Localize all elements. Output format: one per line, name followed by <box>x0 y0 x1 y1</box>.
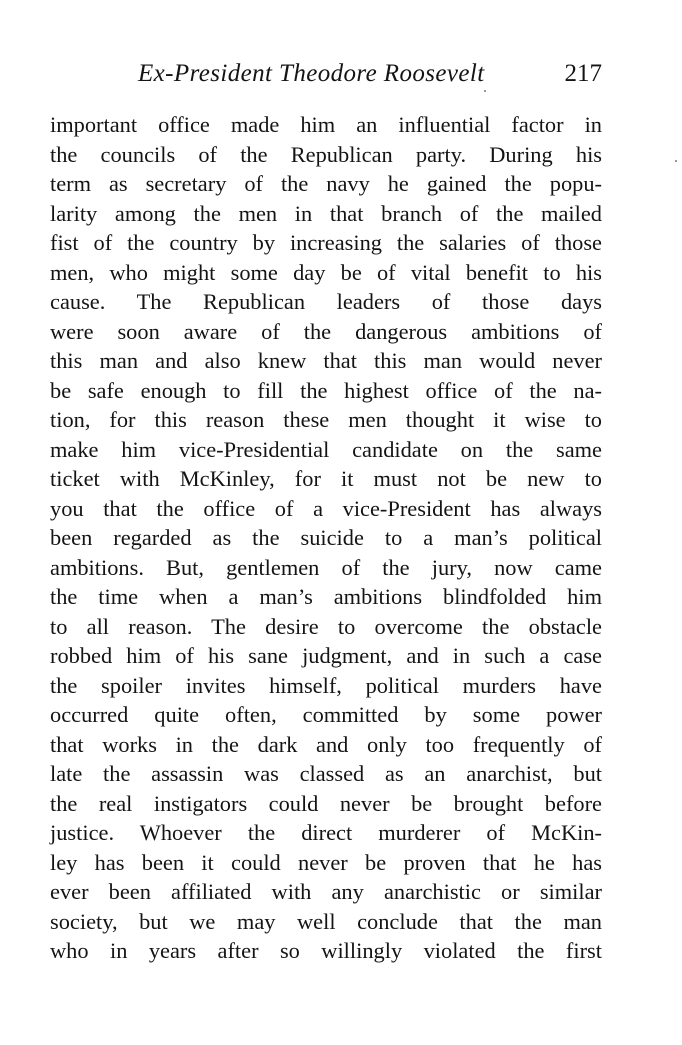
page-number: 217 <box>564 60 602 87</box>
text-line: justice. Whoever the direct murderer of McKin- <box>50 820 602 845</box>
text-line: ever been affiliated with any anarchistic or similar <box>50 879 602 904</box>
text-line: ambitions. But, gentlemen of the jury, now came <box>50 554 602 580</box>
text-line: the time when a man’s ambitions blindfolded him <box>50 584 602 609</box>
print-speck <box>675 160 677 162</box>
text-line: tion, for this reason these men thought it wise to <box>50 407 602 432</box>
text-line: you that the office of a vice-President has always <box>50 495 602 521</box>
text-line: the spoiler invites himself, political murders have <box>50 672 602 698</box>
text-line: term as secretary of the navy he gained the popu- <box>50 171 602 196</box>
text-line: society, but we may well conclude that the man <box>50 908 602 934</box>
text-line: occurred quite often, committed by some power <box>50 702 602 727</box>
text-line: cause. The Republican leaders of those days <box>50 289 602 314</box>
text-line: fist of the country by increasing the salaries of those <box>50 230 602 255</box>
text-line: the councils of the Republican party. During his <box>50 141 602 167</box>
text-line: to all reason. The desire to overcome the obstacle <box>50 613 602 639</box>
text-line: men, who might some day be of vital benefit to his <box>50 259 602 285</box>
text-line: important office made him an influential factor in <box>50 112 602 137</box>
body-text <box>50 110 602 966</box>
text-line: that works in the dark and only too frequently of <box>50 731 602 757</box>
text-line: been regarded as the suicide to a man’s political <box>50 525 602 550</box>
text-line: were soon aware of the dangerous ambitions of <box>50 318 602 344</box>
text-line: make him vice-Presidential candidate on the same <box>50 436 602 462</box>
print-speck <box>484 90 486 92</box>
text-line: the real instigators could never be brought before <box>50 790 602 816</box>
page-header <box>138 60 604 96</box>
text-line: late the assassin was classed as an anarchist, but <box>50 761 602 786</box>
text-line: robbed him of his sane judgment, and in such a case <box>50 643 602 668</box>
text-line: be safe enough to fill the highest office of the na- <box>50 377 602 403</box>
text-line: who in years after so willingly violated the first <box>50 938 602 963</box>
text-line: ticket with McKinley, for it must not be new to <box>50 466 602 491</box>
running-title: Ex-President Theodore Roosevelt <box>138 60 485 87</box>
text-line: ley has been it could never be proven that he has <box>50 849 602 875</box>
text-line: this man and also knew that this man would never <box>50 348 602 373</box>
text-line: larity among the men in that branch of the mailed <box>50 200 602 226</box>
